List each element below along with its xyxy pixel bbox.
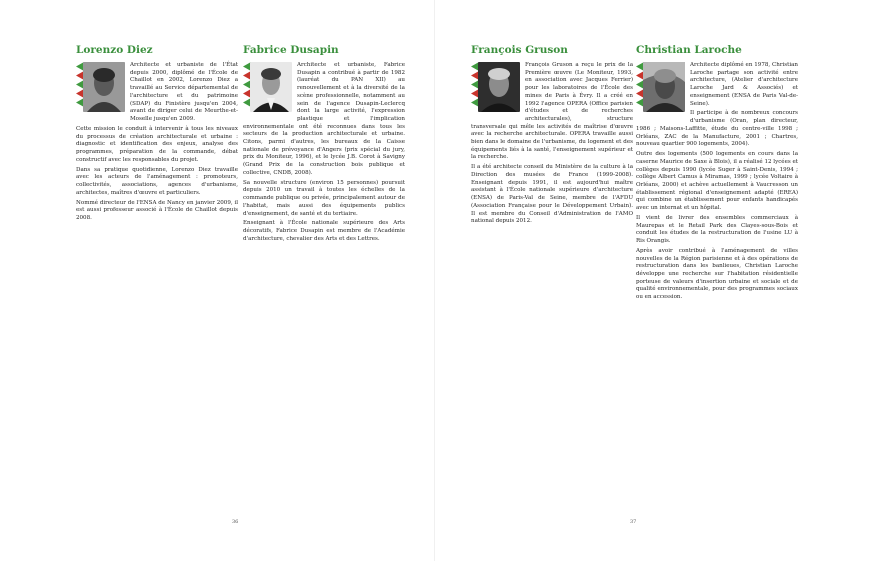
page-number: 36	[232, 519, 239, 525]
bio-paragraph: Architecte et urbaniste de l'État depuis 2000, diplômé de l'École de Chaillot en 2002, Lorenzo Diez a travaillé au Service départemental de l'architecture et du patrimoine (SDAP) du Finistère jusqu'en 2004, avant de diriger celui de Meurthe-et-Moselle jusqu'en 2009.	[130, 62, 238, 122]
bio-paragraph: Après avoir contribué à l'aménagement de villes nouvelles de la Région parisienne et à des opérations de restructuration dans les banlieues, Christian Laroche développe une recherche sur l'habitation résidentielle porteuse de valeurs d'insertion urbaine et sociale et de qualité environnementale, pour des programmes sociaux ou en accession.	[636, 247, 798, 301]
profile-lorenzo-diez	[76, 44, 238, 225]
portrait-frame	[76, 62, 126, 120]
portrait-frame	[636, 62, 686, 120]
bio-paragraph: Sa nouvelle structure (environ 15 personnes) poursuit depuis 2010 un travail à toutes les échelles de la commande publique ou privée, principalement autour de l'habitat, mais aussi des équipements publics d'enseignement, de santé et du tertiaire.	[243, 179, 405, 217]
portrait-frame	[243, 62, 293, 120]
page-number: 37	[630, 519, 637, 525]
bio-paragraph: Cette mission le conduit à intervenir à tous les niveaux du processus de création architecturale et urbaine : diagnostic et identification des enjeux, analyse des programmes, préparation de la commande, débat constructif avec les responsables du projet.	[76, 125, 238, 163]
right-page	[435, 0, 870, 561]
profile-francois-gruson	[471, 44, 633, 228]
bio-paragraph: Dans sa pratique quotidienne, Lorenzo Diez travaille avec les acteurs de l'aménagement : promoteurs, collectivités, associations, agences d'urbanisme, architectes, maîtres d'œuvre et particuliers.	[76, 166, 238, 196]
bio-paragraph: Il participe à de nombreux concours d'urbanisme (Oran, plan directeur, 1986 ; Maisons-Laffitte, étude du centre-ville 1998 ; Orléans, ZAC de la Manufacture, 2001 ; Chartres, nouveau quartier 900 logements, 2004).	[636, 110, 798, 148]
portrait-frame	[471, 62, 521, 120]
portrait-photo	[643, 62, 685, 112]
bio-paragraph: Architecte diplômé en 1978, Christian Laroche partage son activité entre architecture, (Atelier d'architecture Laroche Jard & Associés) et enseignement (ENSA de Paris Val-de-Seine).	[690, 62, 798, 107]
profile-fabrice-dusapin	[243, 44, 405, 246]
portrait-photo	[250, 62, 292, 112]
bio-paragraph: Outre des logements (500 logements en cours dans la caserne Maurice de Saxe à Blois), il a réalisé 12 lycées et collèges depuis 1990 (lycée Suger à Saint-Denis, 1994 ; collège Albert Camus à Miramas, 1999 ; lycée Voltaire à Orléans, 2000) et achève actuellement à Vaucresson un établissement régional d'enseignement adapté (EREA) qui combine un établissement pour enfants handicapés avec un internat et un hôpital.	[636, 151, 798, 212]
portrait-photo	[478, 62, 520, 112]
bio-paragraph: Il vient de livrer des ensembles commerciaux à Maurepas et le Retail Park des Clayes-sous-Bois et conduit les études de la restructuration de l'usine LU à Ris Orangis.	[636, 214, 798, 245]
bio-paragraph: François Gruson a reçu le prix de la Première œuvre (Le Moniteur, 1993, en association avec Jacques Ferrier) pour les laboratoires de l'École des mines de Paris à Évry. Il a créé en 1992 l'agence OPERA (Office parisien d'études et de recherches architecturales), structure transversale qui mêle les activités de maîtrise d'œuvre avec la recherche architecturale. OPERA travaille aussi bien dans le domaine de l'urbanisme, du logement et des équipements liés à la santé, l'enseignement supérieur et la recherche.	[471, 62, 633, 161]
bio-paragraph: Enseignant à l'École nationale supérieure des Arts décoratifs, Fabrice Dusapin est membre de l'Académie d'architecture, chevalier des Arts et des Lettres.	[243, 220, 405, 242]
profile-name: Christian Laroche	[636, 44, 742, 56]
bio-paragraph: Architecte et urbaniste, Fabrice Dusapin a contribué à partir de 1982 (lauréat du PAN XII) au renouvellement et à la diversité de la scène professionnelle, notamment au sein de l'agence Dusapin-Leclercq dont la large activité, l'expression plastique et l'implication environnementale ont été reconnues dans tous les secteurs de la production architecturale et urbaine. Citons, parmi d'autres, les bureaux de la Caisse nationale de prévoyance d'Angers (prix spécial du jury, prix du Moniteur, 1996), et le lycée J.B. Corot à Savigny (Grand Prix de la construction bois publique et collective, CNDB, 2008).	[243, 62, 405, 176]
portrait-photo	[83, 62, 125, 112]
profile-name: Lorenzo Diez	[76, 44, 153, 56]
profile-name: François Gruson	[471, 44, 568, 56]
profile-name: Fabrice Dusapin	[243, 44, 339, 56]
profile-christian-laroche	[636, 44, 798, 304]
bio-paragraph: Nommé directeur de l'ENSA de Nancy en janvier 2009, il est aussi professeur associé à l'École de Chaillot depuis 2008.	[76, 199, 238, 221]
bio-paragraph: Il a été architecte conseil du Ministère de la culture à la Direction des musées de France (1999-2008). Enseignant depuis 1991, il est aujourd'hui maître assistant à l'École nationale supérieure d'architecture (ENSA) de Paris-Val de Seine, membre de l'AFDU (Association Française pour le Développement Urbain). Il est membre du Conseil d'Administration de l'AMO national depuis 2012.	[471, 164, 633, 225]
